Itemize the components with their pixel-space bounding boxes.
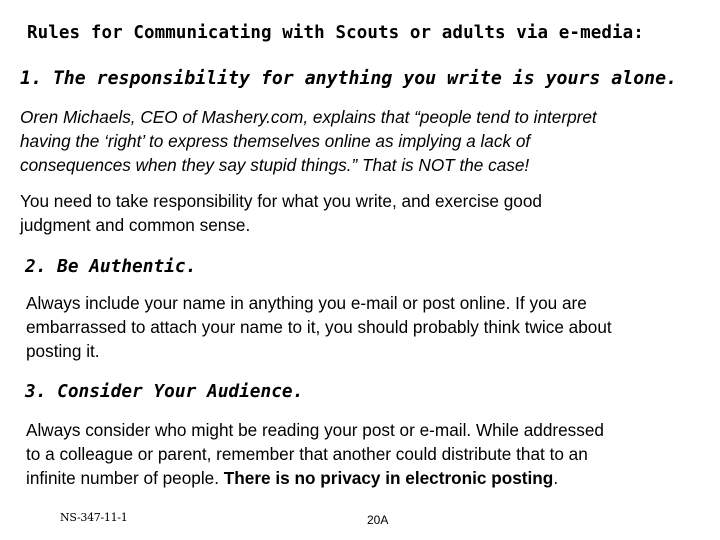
paragraph-period: . xyxy=(553,468,559,488)
paragraph-line: Oren Michaels, CEO of Mashery.com, explains that “people tend to interpret xyxy=(20,107,597,127)
paragraph-line: Always include your name in anything you e-mail or post online. If you are xyxy=(26,293,587,313)
section-heading-authentic: 2. Be Authentic. xyxy=(25,256,197,277)
section-paragraph-responsibility xyxy=(20,189,710,237)
section-paragraph-authentic xyxy=(26,291,716,363)
paragraph-line: embarrassed to attach your name to it, you should probably think twice about xyxy=(26,317,612,337)
section-heading-responsibility: 1. The responsibility for anything you write is yours alone. xyxy=(20,68,677,89)
page-number: 20A xyxy=(367,513,389,527)
section-paragraph-audience xyxy=(26,418,716,490)
paragraph-text: infinite number of people. xyxy=(26,468,224,488)
section-paragraph-quote xyxy=(20,105,710,177)
paragraph-line: posting it. xyxy=(26,341,100,361)
paragraph-line-final xyxy=(26,466,716,490)
section-heading-audience: 3. Consider Your Audience. xyxy=(25,381,304,402)
privacy-warning: There is no privacy in electronic posting xyxy=(223,468,554,488)
paragraph-line: to a colleague or parent, remember that another could distribute that to an xyxy=(26,444,588,464)
paragraph-line: You need to take responsibility for what you write, and exercise good xyxy=(20,191,542,211)
paragraph-line: consequences when they say stupid things.” That is NOT the case! xyxy=(20,155,530,175)
document-code: NS-347-11-1 xyxy=(60,511,128,524)
page-title: Rules for Communicating with Scouts or adults via e-media: xyxy=(27,23,644,43)
paragraph-line: having the ‘right’ to express themselves online as implying a lack of xyxy=(20,131,531,151)
paragraph-line: judgment and common sense. xyxy=(20,215,251,235)
paragraph-line: Always consider who might be reading your post or e-mail. While addressed xyxy=(26,420,604,440)
